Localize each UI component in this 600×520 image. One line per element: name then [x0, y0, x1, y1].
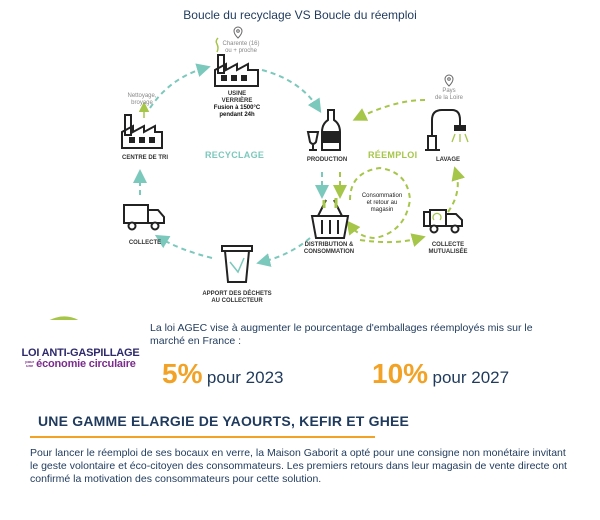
section-body: Pour lancer le réemploi de ses bocaux en verre, la Maison Gaborit a opté pour une consigne non monétaire invitant le geste volontaire et éco-citoyen des consommateurs. Les premiers retours dans leur magasin de vente directe ont confirmé la motivation des consommateurs pour cette solution.	[30, 447, 567, 485]
circular-logo-icon	[34, 319, 98, 320]
bin-icon	[222, 246, 252, 282]
apport-label-line: APPORT DES DÉCHETS	[202, 291, 272, 297]
distribution-label-line: DISTRIBUTION &	[304, 242, 354, 248]
target-value: 10%	[372, 358, 429, 389]
consommation-retour-line: et retour au	[366, 200, 398, 206]
centre-tri-note-line: broyage	[131, 100, 153, 106]
section-divider	[30, 436, 375, 438]
usine-detail-line: pendant 24h	[219, 112, 255, 118]
distribution-label-line: CONSOMMATION	[303, 249, 355, 255]
centre-tri-label: CENTRE DE TRI	[121, 155, 168, 161]
logo-line-2: économie circulaire	[36, 358, 136, 370]
anti-gaspillage-logo	[18, 347, 143, 370]
lavage-location-line: Pays	[442, 88, 456, 94]
recycling-label: RECYCLAGE	[205, 150, 265, 160]
faucet-icon	[425, 110, 465, 150]
usine-location-line: Charente (16)	[222, 41, 260, 47]
usine-label-line: VERRIÈRE	[221, 98, 253, 104]
target-value: 5%	[162, 358, 203, 389]
logo-small-line: pour	[25, 359, 35, 364]
truck-icon	[124, 205, 164, 230]
sorting-center-icon	[122, 115, 162, 148]
lavage-location-line: de la Loire	[434, 95, 464, 101]
collecte-label: COLLECTE	[128, 240, 162, 246]
target-2027	[372, 358, 509, 390]
agec-description: La loi AGEC vise à augmenter le pourcentage d'emballages réemployés mis sur le marché en France :	[150, 322, 533, 347]
usine-detail-line: Fusion à 1500°C	[213, 105, 261, 111]
consommation-retour-line: Consommation	[361, 193, 403, 199]
production-label: PRODUCTION	[306, 157, 348, 163]
bottle-icon	[308, 110, 340, 150]
lavage-label: LAVAGE	[435, 157, 461, 163]
reuse-loop	[340, 100, 458, 242]
apport-label-line: AU COLLECTEUR	[211, 298, 263, 304]
target-year-label: pour 2023	[206, 368, 284, 387]
logo-line-1: LOI ANTI-GASPILLAGE	[21, 347, 140, 359]
factory-icon	[215, 55, 258, 86]
diagram-title: Boucle du recyclage VS Boucle du réemploi	[183, 8, 417, 22]
target-2023	[162, 358, 284, 390]
consommation-retour-line: magasin	[370, 207, 394, 213]
target-year-label: pour 2027	[432, 368, 510, 387]
reuse-label: RÉEMPLOI	[368, 150, 418, 160]
collecte-mutualisee-line: MUTUALISÉE	[428, 249, 468, 255]
location-pin-icon	[234, 27, 242, 38]
section-title: UNE GAMME ELARGIE DE YAOURTS, KEFIR ET GHEE	[38, 413, 410, 429]
recycle-truck-icon	[424, 210, 462, 233]
logo-small-line: une	[26, 363, 34, 368]
usine-label-line: USINE	[227, 91, 247, 97]
basket-icon	[312, 200, 348, 238]
collecte-mutualisee-line: COLLECTE	[431, 242, 465, 248]
centre-tri-note-line: Nettoyage,	[127, 93, 157, 99]
usine-location-line: ou + proche	[225, 48, 257, 54]
location-pin-icon	[445, 75, 453, 86]
